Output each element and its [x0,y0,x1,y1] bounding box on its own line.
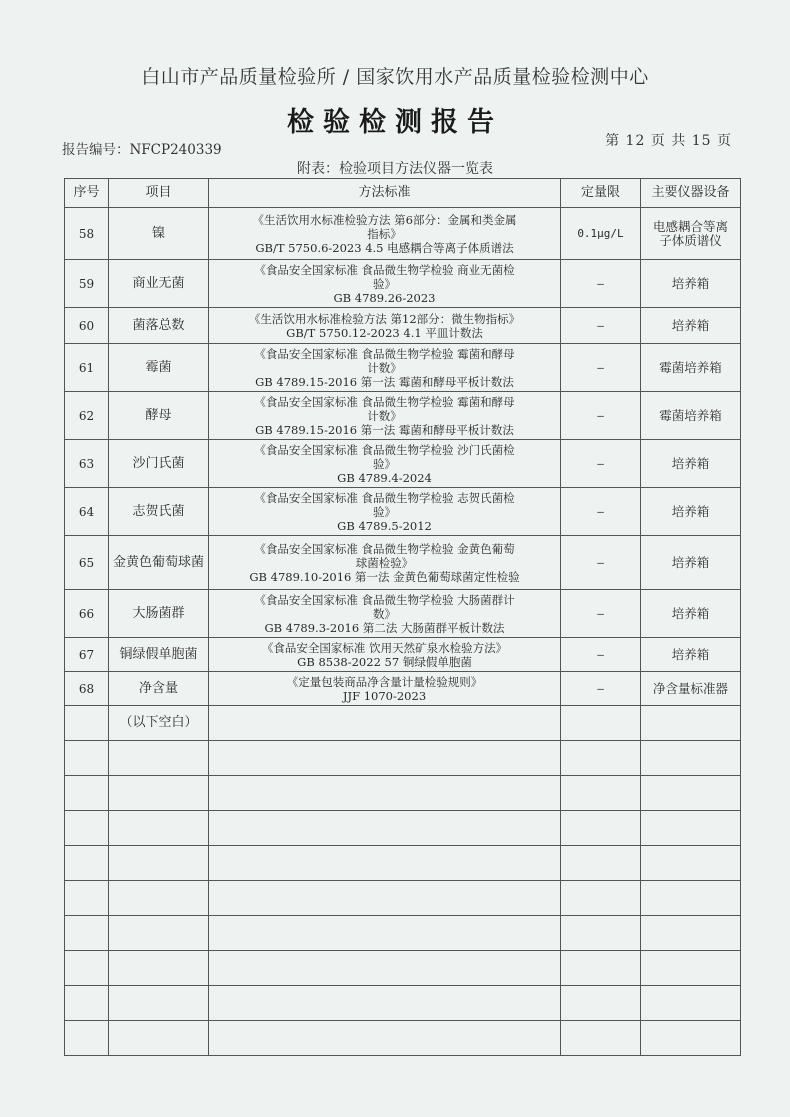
blank-cell [109,916,209,951]
row-seq: 60 [65,308,109,344]
row-item: 商业无菌 [109,260,209,308]
row-equipment [641,590,741,638]
blank-cell [109,1021,209,1056]
method-line: 计数》 [367,360,402,375]
blank-cell [561,986,641,1021]
row-limit: — [561,260,641,308]
blank-cell [641,1021,741,1056]
equipment-line: 霉菌培养箱 [659,407,722,423]
tail-note: （以下空白） [109,706,209,741]
page-info: 第 12 页 共 15 页 [605,133,732,149]
row-limit: — [561,308,641,344]
row-item: 酵母 [109,392,209,440]
blank-cell [109,811,209,846]
method-line: GB 4789.15-2016 第一法 霉菌和酵母平板计数法 [255,374,514,389]
table-row [65,440,741,488]
table-row-empty [65,986,741,1021]
row-item: 镍 [109,208,209,260]
row-equipment [641,440,741,488]
blank-cell [65,811,109,846]
method-line: GB 4789.5-2012 [337,518,432,533]
row-seq: 64 [65,488,109,536]
row-seq: 68 [65,672,109,706]
table-row [65,208,741,260]
row-item: 沙门氏菌 [109,440,209,488]
method-equipment-table [64,178,741,1056]
blank-cell [209,741,561,776]
method-line: 《食品安全国家标准 食品微生物学检验 大肠菌群计 [254,592,515,607]
equipment-line: 子体质谱仪 [659,232,722,248]
blank-cell [65,776,109,811]
table-row [65,590,741,638]
table-header-row [65,179,741,208]
blank-cell [209,986,561,1021]
method-line: GB 4789.10-2016 第一法 金黄色葡萄球菌定性检验 [249,569,520,584]
equipment-line: 霉菌培养箱 [659,359,722,375]
row-seq: 62 [65,392,109,440]
row-limit: — [561,638,641,672]
blank-cell [65,916,109,951]
table-row [65,308,741,344]
col-header-method: 方法标准 [209,179,561,208]
row-limit: — [561,590,641,638]
table-subtitle: 附表：检验项目方法仪器一览表 [297,161,493,177]
method-line: 《定量包装商品净含量计量检验规则》 [286,674,483,689]
method-line: 验》 [373,504,396,519]
row-method [209,308,561,344]
blank-cell [641,951,741,986]
blank-cell [641,706,741,741]
row-item: 铜绿假单胞菌 [109,638,209,672]
blank-cell [109,776,209,811]
table-row [65,344,741,392]
blank-cell [65,951,109,986]
row-item: 志贺氏菌 [109,488,209,536]
row-item: 大肠菌群 [109,590,209,638]
table-row [65,638,741,672]
blank-cell [209,846,561,881]
method-line: 《食品安全国家标准 食品微生物学检验 霉菌和酵母 [254,394,515,409]
row-item: 金黄色葡萄球菌 [109,536,209,590]
row-seq: 66 [65,590,109,638]
row-equipment [641,344,741,392]
table-row [65,260,741,308]
row-method [209,260,561,308]
col-header-item: 项目 [109,179,209,208]
blank-cell [561,951,641,986]
table-row [65,672,741,706]
method-line: GB 4789.4-2024 [337,470,432,485]
blank-cell [641,811,741,846]
blank-cell [561,706,641,741]
col-header-seq: 序号 [65,179,109,208]
blank-cell [109,741,209,776]
table-row-empty [65,741,741,776]
row-item: 菌落总数 [109,308,209,344]
blank-cell [209,951,561,986]
method-line: 验》 [373,276,396,291]
row-seq: 65 [65,536,109,590]
blank-cell [561,846,641,881]
table-row [65,392,741,440]
blank-cell [209,1021,561,1056]
method-line: 验》 [373,456,396,471]
method-line: 《生活饮用水标准检验方法 第12部分：微生物指标》 [248,311,521,326]
method-line: GB 4789.3-2016 第二法 大肠菌群平板计数法 [264,620,505,635]
row-method [209,590,561,638]
method-line: 《食品安全国家标准 食品微生物学检验 霉菌和酵母 [254,346,515,361]
blank-cell [641,776,741,811]
method-line: 《食品安全国家标准 饮用天然矿泉水检验方法》 [261,640,508,655]
row-equipment [641,638,741,672]
table-row-empty [65,811,741,846]
blank-cell [641,916,741,951]
equipment-line: 培养箱 [671,646,710,662]
table-body [65,208,741,1056]
row-seq: 59 [65,260,109,308]
row-equipment [641,308,741,344]
row-limit: — [561,440,641,488]
method-line: 《食品安全国家标准 食品微生物学检验 志贺氏菌检 [254,490,515,505]
blank-cell [65,846,109,881]
blank-cell [65,706,109,741]
row-method [209,536,561,590]
blank-cell [561,811,641,846]
table-row [65,536,741,590]
method-line: GB 4789.26-2023 [333,290,436,305]
row-limit: — [561,392,641,440]
blank-cell [65,881,109,916]
row-seq: 67 [65,638,109,672]
equipment-line: 培养箱 [671,455,710,471]
blank-cell [65,986,109,1021]
row-method [209,208,561,260]
blank-cell [561,881,641,916]
method-line: GB 8538-2022 57 铜绿假单胞菌 [297,654,472,669]
row-limit: — [561,536,641,590]
blank-cell [641,986,741,1021]
blank-cell [561,741,641,776]
blank-cell [65,1021,109,1056]
blank-cell [561,916,641,951]
row-equipment [641,488,741,536]
method-line: 计数》 [367,408,402,423]
blank-cell [109,881,209,916]
blank-cell [641,741,741,776]
row-method [209,638,561,672]
table-row-empty [65,916,741,951]
method-line: GB 4789.15-2016 第一法 霉菌和酵母平板计数法 [255,422,514,437]
row-equipment [641,536,741,590]
blank-cell [641,846,741,881]
method-line: 《食品安全国家标准 食品微生物学检验 商业无菌检 [254,262,515,277]
blank-cell [561,776,641,811]
blank-cell [561,1021,641,1056]
row-method [209,392,561,440]
table-row [65,488,741,536]
row-equipment [641,260,741,308]
table-row-empty [65,881,741,916]
method-line: 球菌检验》 [355,555,414,570]
equipment-line: 培养箱 [671,605,710,621]
row-limit: 0.1μg/L [561,208,641,260]
blank-cell [209,881,561,916]
row-limit: — [561,488,641,536]
table-row-empty [65,951,741,986]
blank-cell [65,741,109,776]
method-line: GB/T 5750.12-2023 4.1 平皿计数法 [286,325,483,340]
institution-name: 白山市产品质量检验所 / 国家饮用水产品质量检验检测中心 [141,66,649,88]
report-number: 报告编号：NFCP240339 [62,142,222,158]
row-seq: 61 [65,344,109,392]
row-method [209,672,561,706]
row-seq: 63 [65,440,109,488]
row-item: 霉菌 [109,344,209,392]
method-line: JJF 1070-2023 [342,688,427,703]
table-row-empty [65,1021,741,1056]
row-equipment [641,672,741,706]
col-header-equipment: 主要仪器设备 [641,179,741,208]
row-item: 净含量 [109,672,209,706]
row-method [209,488,561,536]
method-line: 指标》 [367,226,402,241]
equipment-line: 培养箱 [671,554,710,570]
row-method [209,440,561,488]
equipment-line: 培养箱 [671,317,710,333]
blank-cell [209,916,561,951]
blank-cell [109,846,209,881]
blank-cell [641,881,741,916]
method-line: 《生活饮用水标准检验方法 第6部分：金属和类金属 [252,212,517,227]
row-seq: 58 [65,208,109,260]
report-title: 检验检测报告 [287,107,503,138]
table-row-empty [65,776,741,811]
blank-cell [209,811,561,846]
row-equipment [641,208,741,260]
row-limit: — [561,672,641,706]
equipment-line: 净含量标准器 [652,680,728,696]
method-line: 《食品安全国家标准 食品微生物学检验 金黄色葡萄 [254,541,515,556]
blank-cell [109,951,209,986]
row-method [209,344,561,392]
equipment-line: 电感耦合等离 [652,218,728,234]
col-header-limit: 定量限 [561,179,641,208]
method-line: 数》 [373,606,396,621]
equipment-line: 培养箱 [671,275,710,291]
method-line: GB/T 5750.6-2023 4.5 电感耦合等离子体质谱法 [255,240,514,255]
blank-cell [209,706,561,741]
table-row-empty [65,846,741,881]
row-equipment [641,392,741,440]
equipment-line: 培养箱 [671,503,710,519]
blank-cell [109,986,209,1021]
blank-cell [209,776,561,811]
method-line: 《食品安全国家标准 食品微生物学检验 沙门氏菌检 [254,442,515,457]
row-limit: — [561,344,641,392]
table-row-blank-note [65,706,741,741]
